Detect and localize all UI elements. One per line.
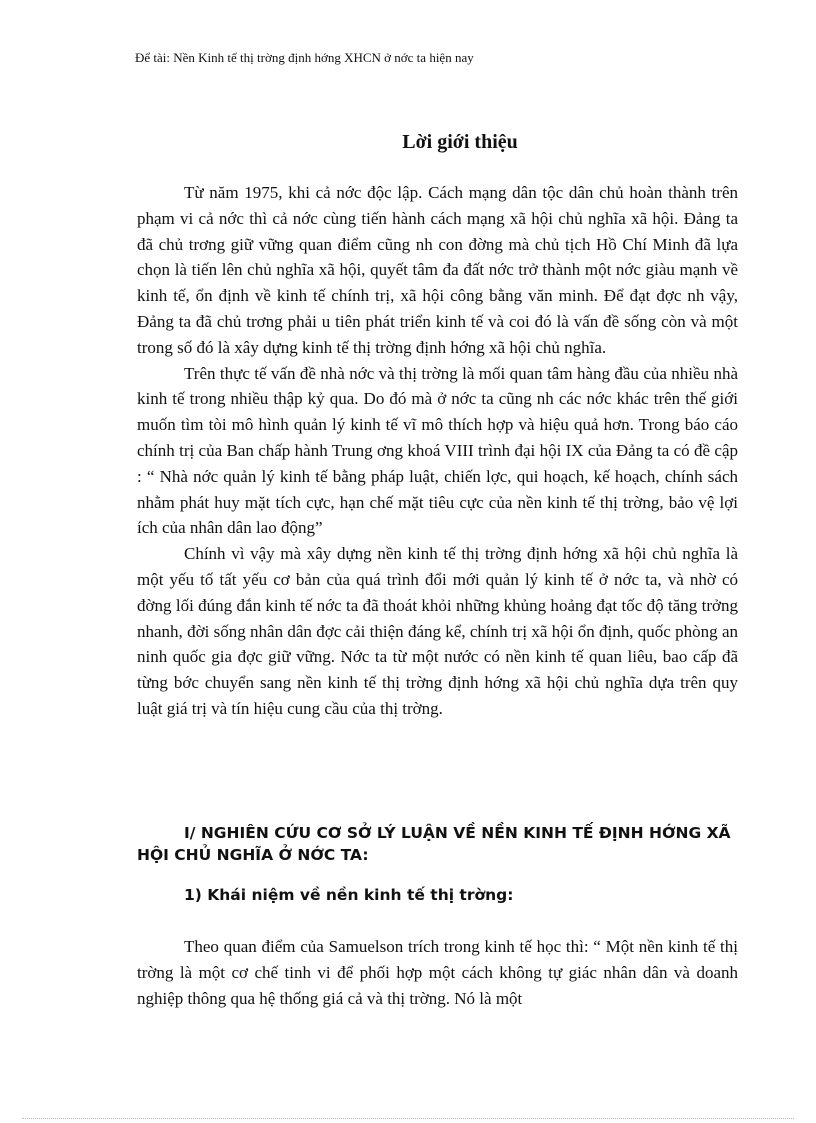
intro-paragraph: Chính vì vậy mà xây dựng nền kinh tế thị trờng định hớng xã hội chủ nghĩa là một yếu tố tất yếu cơ bản của quá trình đổi mới quản lý kinh tế ở nớc ta, và nhờ có đờng lối đúng đắn kinh tế nớc ta đã thoát khỏi những khủng hoảng đạt tốc độ tăng trởng nhanh, đời sống nhân dân đợc cải thiện đáng kể, chính trị xã hội ổn định, quốc phòng an ninh quốc gia đợc giữ vững. Nớc ta từ một nước có nền kinh tế quan liêu, bao cấp đã từng bớc chuyển sang nền kinh tế thị trờng định hớng xã hội chủ nghĩa dựa trên quy luật giá trị và tín hiệu cung cầu của thị trờng. [137,544,738,718]
intro-paragraph: Từ năm 1975, khi cả nớc độc lập. Cách mạng dân tộc dân chủ hoàn thành trên phạm vi cả nớc thì cả nớc cùng tiến hành cách mạng xã hội chủ nghĩa xã hội. Đảng ta đã chủ trơng giữ vững quan điểm cũng nh con đờng mà chủ tịch Hồ Chí Minh đã lựa chọn là tiến lên chủ nghĩa xã hội, quyết tâm đa đất nớc trở thành một nớc giàu mạnh về kinh tế, ổn định về kinh tế chính trị, xã hội công bằng văn minh. Để đạt đợc nh vậy, Đảng ta đã chủ trơng phải u tiên phát triển kinh tế và coi đó là vấn đề sống còn và một trong số đó là xây dựng kinh tế thị trờng định hớng xã hội chủ nghĩa. [137,183,738,357]
subsection-heading: 1) Khái niệm về nền kinh tế thị trờng: [184,886,514,904]
section-paragraph: Theo quan điểm của Samuelson trích trong kinh tế học thì: “ Một nền kinh tế thị trờng là một cơ chế tinh vi để phối hợp một cách không tự giác nhân dân và doanh nghiệp thông qua hệ thống giá cả và thị trờng. Nó là một [137,937,738,1008]
page-title: Lời giới thiệu [402,131,518,153]
running-header: Để tài: Nền Kinh tế thị trờng định hớng XHCN ở nớc ta hiện nay [135,50,474,65]
intro-paragraph: Trên thực tế vấn đề nhà nớc và thị trờng là mối quan tâm hàng đầu của nhiều nhà kinh tế trong nhiều thập kỷ qua. Do đó mà ở nớc ta cũng nh các nớc khác trên thế giới muốn tìm tòi mô hình quản lý kinh tế vĩ mô thích hợp và hiệu quả hơn. Trong báo cáo chính trị của Ban chấp hành Trung ơng khoá VIII trình đại hội IX của Đảng ta có đề cập : “ Nhà nớc quản lý kinh tế bằng pháp luật, chiến lợc, qui hoạch, kế hoạch, chính sách nhằm phát huy mặt tích cực, hạn chế mặt tiêu cực của nền kinh tế thị trờng, bảo vệ lợi ích của nhân dân lao động” [137,363,738,538]
section-body [137,934,738,1011]
section-heading: I/ NGHIÊN CỨU CƠ SỞ LÝ LUẬN VỀ NỀN KINH TẾ ĐỊNH HỚNG XÃ HỘI CHỦ NGHĨA Ở NỚC TA: [137,824,731,864]
page-bottom-rule [22,1118,794,1119]
intro-body [137,180,738,722]
